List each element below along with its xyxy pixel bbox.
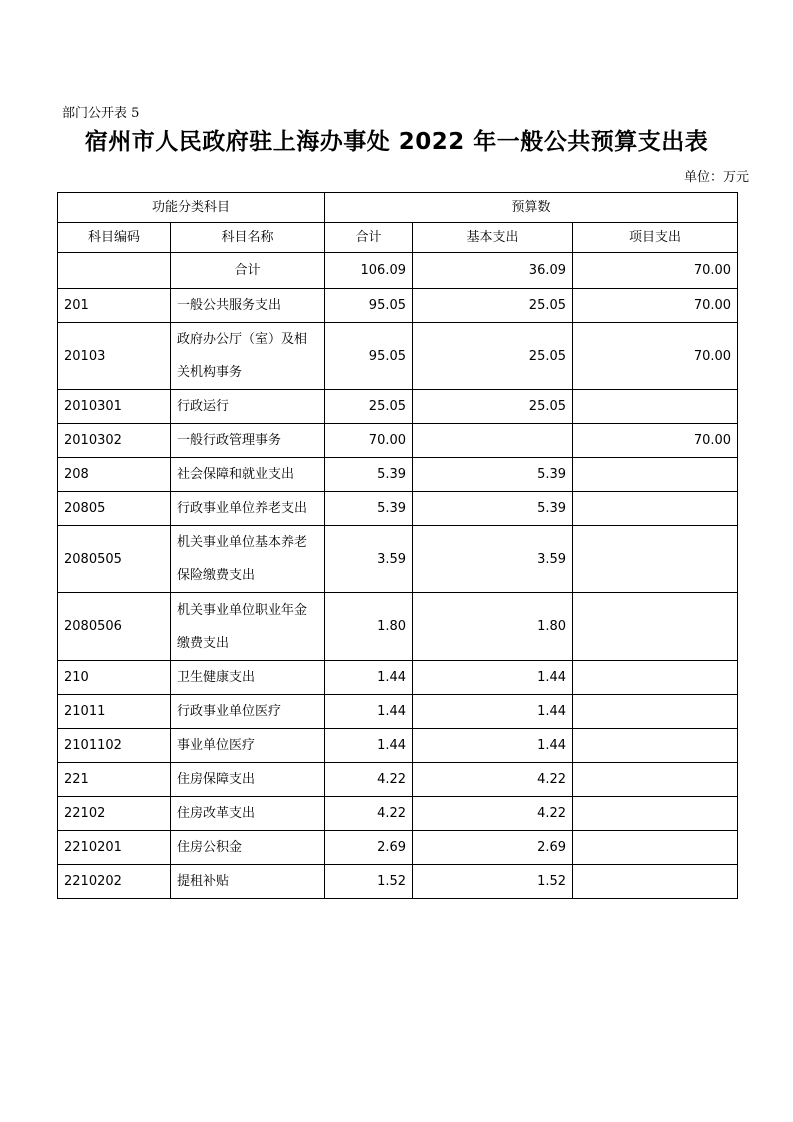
cell-total: 1.44 (325, 661, 413, 695)
cell-basic: 1.44 (413, 729, 573, 763)
cell-total: 4.22 (325, 763, 413, 797)
cell-project: 70.00 (573, 253, 738, 289)
cell-total: 1.44 (325, 729, 413, 763)
cell-basic: 1.80 (413, 593, 573, 661)
cell-project (573, 661, 738, 695)
table-row (58, 390, 738, 424)
cell-name: 住房改革支出 (171, 797, 325, 831)
budget-group-header: 预算数 (325, 193, 738, 223)
cell-total: 4.22 (325, 797, 413, 831)
cell-name: 一般公共服务支出 (171, 289, 325, 323)
cell-basic: 1.44 (413, 695, 573, 729)
cell-basic: 5.39 (413, 458, 573, 492)
table-row (58, 797, 738, 831)
table-row (58, 695, 738, 729)
cell-basic: 25.05 (413, 289, 573, 323)
table-row (58, 831, 738, 865)
cell-name: 住房公积金 (171, 831, 325, 865)
cell-code: 20805 (58, 492, 171, 526)
table-row (58, 865, 738, 899)
unit-label: 单位：万元 (683, 170, 749, 185)
function-group-header: 功能分类科目 (58, 193, 325, 223)
cell-name: 合计 (171, 253, 325, 289)
table-row (58, 661, 738, 695)
cell-code: 20103 (58, 323, 171, 390)
cell-project (573, 729, 738, 763)
cell-project (573, 865, 738, 899)
cell-basic: 4.22 (413, 763, 573, 797)
cell-name: 事业单位医疗 (171, 729, 325, 763)
cell-code: 21011 (58, 695, 171, 729)
cell-total: 3.59 (325, 526, 413, 593)
cell-total: 95.05 (325, 289, 413, 323)
cell-basic: 1.44 (413, 661, 573, 695)
cell-project (573, 526, 738, 593)
cell-name: 行政运行 (171, 390, 325, 424)
cell-basic: 25.05 (413, 323, 573, 390)
cell-total: 5.39 (325, 458, 413, 492)
cell-project (573, 390, 738, 424)
table-row (58, 492, 738, 526)
cell-name: 机关事业单位基本养老保险缴费支出 (171, 526, 325, 593)
cell-basic: 4.22 (413, 797, 573, 831)
cell-project (573, 797, 738, 831)
table-label: 部门公开表 5 (62, 106, 140, 121)
column-header-total: 合计 (325, 223, 413, 253)
cell-basic: 2.69 (413, 831, 573, 865)
budget-table (57, 192, 738, 899)
cell-total: 1.44 (325, 695, 413, 729)
column-header-row (58, 223, 738, 253)
cell-total: 25.05 (325, 390, 413, 424)
cell-name: 行政事业单位医疗 (171, 695, 325, 729)
column-header-code: 科目编码 (58, 223, 171, 253)
column-header-name: 科目名称 (171, 223, 325, 253)
column-header-basic: 基本支出 (413, 223, 573, 253)
table-row (58, 253, 738, 289)
cell-code (58, 253, 171, 289)
table-row (58, 458, 738, 492)
cell-project: 70.00 (573, 323, 738, 390)
cell-basic: 25.05 (413, 390, 573, 424)
table-row (58, 763, 738, 797)
table-row (58, 424, 738, 458)
cell-total: 1.80 (325, 593, 413, 661)
cell-name: 住房保障支出 (171, 763, 325, 797)
cell-code: 2080505 (58, 526, 171, 593)
cell-name: 提租补贴 (171, 865, 325, 899)
table-row (58, 593, 738, 661)
cell-code: 221 (58, 763, 171, 797)
cell-code: 201 (58, 289, 171, 323)
cell-code: 208 (58, 458, 171, 492)
cell-basic: 5.39 (413, 492, 573, 526)
cell-name: 一般行政管理事务 (171, 424, 325, 458)
cell-total: 106.09 (325, 253, 413, 289)
cell-name: 政府办公厅（室）及相关机构事务 (171, 323, 325, 390)
cell-project: 70.00 (573, 289, 738, 323)
cell-total: 2.69 (325, 831, 413, 865)
cell-basic: 3.59 (413, 526, 573, 593)
table-row (58, 729, 738, 763)
cell-name: 卫生健康支出 (171, 661, 325, 695)
cell-name: 行政事业单位养老支出 (171, 492, 325, 526)
cell-code: 2010302 (58, 424, 171, 458)
cell-project (573, 695, 738, 729)
column-header-project: 项目支出 (573, 223, 738, 253)
cell-project (573, 492, 738, 526)
cell-project (573, 458, 738, 492)
cell-total: 5.39 (325, 492, 413, 526)
cell-code: 2080506 (58, 593, 171, 661)
cell-name: 社会保障和就业支出 (171, 458, 325, 492)
cell-code: 2210202 (58, 865, 171, 899)
cell-total: 95.05 (325, 323, 413, 390)
cell-code: 2010301 (58, 390, 171, 424)
group-header-row (58, 193, 738, 223)
cell-total: 1.52 (325, 865, 413, 899)
cell-basic: 36.09 (413, 253, 573, 289)
cell-project (573, 593, 738, 661)
cell-project: 70.00 (573, 424, 738, 458)
cell-basic (413, 424, 573, 458)
cell-code: 22102 (58, 797, 171, 831)
cell-code: 210 (58, 661, 171, 695)
cell-project (573, 763, 738, 797)
table-row (58, 526, 738, 593)
cell-basic: 1.52 (413, 865, 573, 899)
table-row (58, 323, 738, 390)
cell-project (573, 831, 738, 865)
cell-code: 2101102 (58, 729, 171, 763)
table-row (58, 289, 738, 323)
page-title: 宿州市人民政府驻上海办事处 2022 年一般公共预算支出表 (84, 129, 709, 155)
cell-total: 70.00 (325, 424, 413, 458)
cell-name: 机关事业单位职业年金缴费支出 (171, 593, 325, 661)
cell-code: 2210201 (58, 831, 171, 865)
